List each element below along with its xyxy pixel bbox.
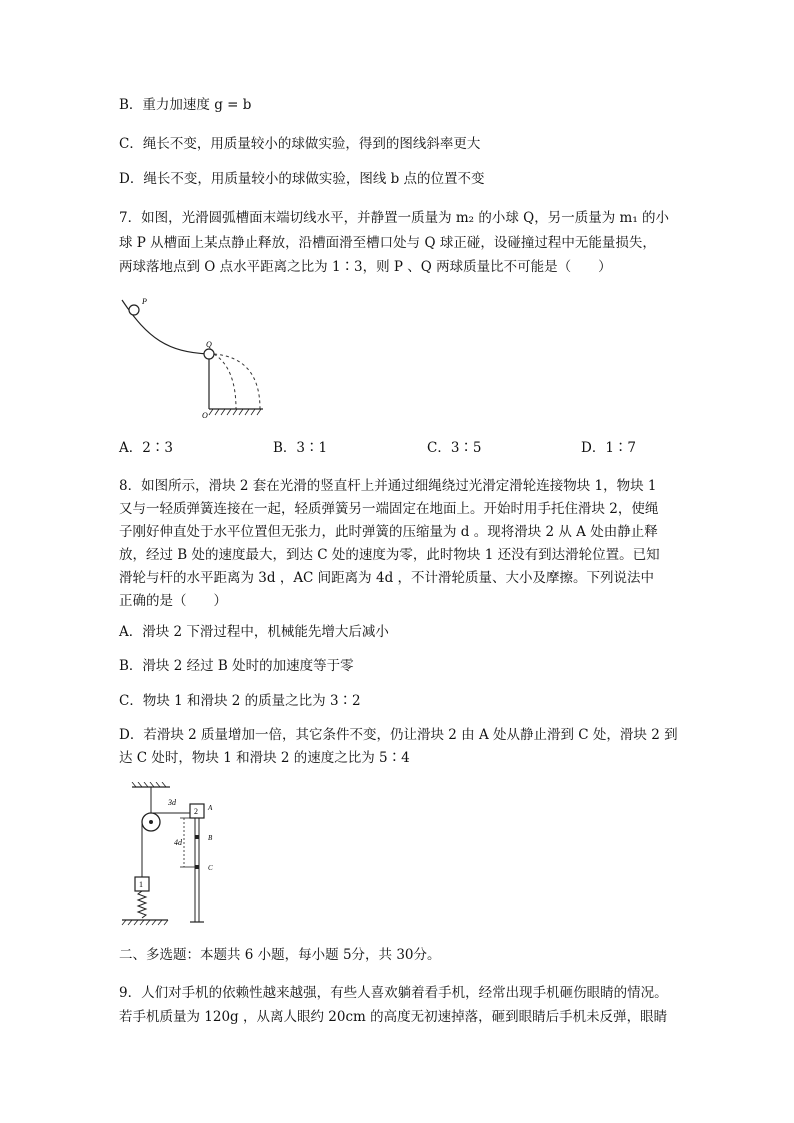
q6-option-b: B．重力加速度 g = b xyxy=(119,97,252,113)
q8-marker-c xyxy=(195,865,199,869)
q8-spring xyxy=(138,891,146,918)
q7-stem-line-3: 两球落地点到 O 点水平距离之比为 1∶3，则 P 、Q 两球质量比不可能是（ ） xyxy=(119,259,612,275)
q8-block-2-label: 2 xyxy=(194,807,198,816)
section-2-heading: 二、多选题：本题共 6 小题，每小题 5分，共 30分。 xyxy=(119,947,441,963)
q7-ground-hatch xyxy=(209,409,261,415)
q7-trajectory-near xyxy=(214,354,236,409)
q8-ceiling-hatch xyxy=(132,782,166,787)
q7-option-c: C．3∶5 xyxy=(427,440,482,456)
q6-option-c: C．绳长不变，用质量较小的球做实验，得到的图线斜率更大 xyxy=(119,136,481,152)
q8-stem-line-1: 8．如图所示，滑块 2 套在光滑的竖直杆上并通过细绳绕过光滑定滑轮连接物块 1，物块 1 xyxy=(119,478,657,494)
q8-block-1-label: 1 xyxy=(139,880,143,889)
q8-option-d-line-2: 达 C 处时，物块 1 和滑块 2 的速度之比为 5∶4 xyxy=(119,750,410,766)
q7-stem-line-1: 7．如图，光滑圆弧槽面末端切线水平，并静置一质量为 m₂ 的小球 Q，另一质量为 m₁ 的小 xyxy=(119,210,670,226)
q7-option-d: D．1∶7 xyxy=(581,440,637,456)
q7-option-a: A．2∶3 xyxy=(119,440,173,456)
q8-option-d-line-1: D．若滑块 2 质量增加一倍，其它条件不变，仍让滑块 2 由 A 处从静止滑到 C 处，滑块 2 到 xyxy=(119,727,678,743)
q8-figure xyxy=(118,782,228,932)
q8-pulley-axle xyxy=(149,820,153,824)
q6-option-d: D．绳长不变，用质量较小的球做实验，图线 b 点的位置不变 xyxy=(119,171,485,187)
q7-label-q: Q xyxy=(206,340,212,349)
q8-label-a: A xyxy=(208,804,213,812)
q7-ball-q xyxy=(204,349,214,359)
q8-vertical-rod xyxy=(195,804,199,922)
q8-label-3d: 3d xyxy=(168,798,176,807)
q7-figure xyxy=(118,294,278,424)
q8-option-b: B．滑块 2 经过 B 处时的加速度等于零 xyxy=(119,658,354,674)
q8-stem-line-3: 子刚好伸直处于水平位置但无张力，此时弹簧的压缩量为 d 。现将滑块 2 从 A 处由静止释 xyxy=(119,524,658,540)
q7-ball-p xyxy=(129,305,139,315)
q7-option-b: B．3∶1 xyxy=(273,440,328,456)
q7-trajectory-far xyxy=(214,354,260,409)
q9-stem-line-1: 9．人们对手机的依赖性越来越强，有些人喜欢躺着看手机，经常出现手机砸伤眼睛的情况。 xyxy=(119,985,668,1001)
q8-stem-line-6: 正确的是（ ） xyxy=(119,593,227,609)
q8-option-c: C．物块 1 和滑块 2 的质量之比为 3∶2 xyxy=(119,693,361,709)
q9-stem-line-2: 若手机质量为 120g ，从离人眼约 20cm 的高度无初速掉落，砸到眼睛后手机未反弹，眼睛 xyxy=(119,1009,668,1025)
q8-label-c: C xyxy=(208,864,213,872)
q7-label-o: O xyxy=(202,411,208,420)
q8-label-4d: 4d xyxy=(174,838,182,847)
q8-option-a: A．滑块 2 下滑过程中，机械能先增大后减小 xyxy=(119,624,389,640)
q8-stem-line-2: 又与一轻质弹簧连接在一起，轻质弹簧另一端固定在地面上。开始时用手托住滑块 2，使绳 xyxy=(119,501,659,517)
q7-label-p: P xyxy=(142,297,147,306)
q8-label-b: B xyxy=(208,834,213,842)
q8-marker-b xyxy=(195,835,199,839)
q8-stem-line-4: 放，经过 B 处的速度最大，到达 C 处的速度为零，此时物块 1 还没有到达滑轮位置。已知 xyxy=(119,547,660,563)
q8-stem-line-5: 滑轮与杆的水平距离为 3d ，AC 间距离为 4d ，不计滑轮质量、大小及摩擦。下列说法中 xyxy=(119,570,654,586)
q8-ground-hatch xyxy=(122,920,168,925)
q7-stem-line-2: 球 P 从槽面上某点静止释放，沿槽面滑至槽口处与 Q 球正碰，设碰撞过程中无能量损失， xyxy=(119,235,656,251)
